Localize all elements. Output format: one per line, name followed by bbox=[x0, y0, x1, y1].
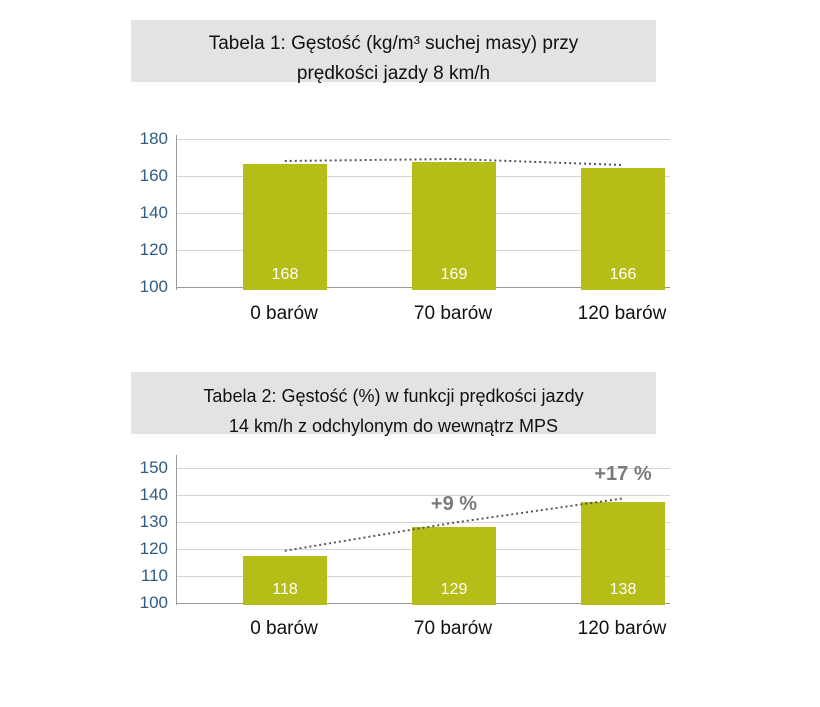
chart-2-bar-0 bbox=[243, 556, 327, 605]
chart-2-xlabel-1: 70 barów bbox=[413, 618, 493, 639]
chart-2-annotation-0: +9 % bbox=[430, 493, 478, 515]
chart-2-bar-2 bbox=[581, 502, 665, 605]
chart-2-ytick-140: 140 bbox=[139, 485, 168, 504]
chart-1-bar-value-1: 169 bbox=[440, 266, 468, 283]
chart-1-xlabel-0: 0 barów bbox=[250, 303, 318, 324]
chart-2-bar-value-1: 129 bbox=[440, 581, 468, 598]
chart-1-ytick-100: 100 bbox=[139, 277, 168, 296]
chart-2-bar-value-0: 118 bbox=[272, 581, 298, 598]
chart-2-gridline-140 bbox=[177, 495, 670, 496]
chart-1-plot-wrap bbox=[130, 129, 670, 296]
chart-1-bar-value-2: 166 bbox=[609, 266, 637, 283]
chart-1-plot-area bbox=[176, 135, 670, 290]
chart-2 bbox=[130, 455, 670, 655]
chart-2-ytick-120: 120 bbox=[139, 539, 168, 558]
chart-1-gridline-180 bbox=[177, 139, 670, 140]
chart-2-ytick-100: 100 bbox=[139, 593, 168, 612]
chart-2-title-line-1: Tabela 2: Gęstość (%) w funkcji prędkości jazdy bbox=[203, 386, 584, 406]
chart-2-annotation-1: +17 % bbox=[594, 463, 652, 485]
chart-1-xlabel-1: 70 barów bbox=[413, 303, 493, 324]
chart-2-bar-1 bbox=[412, 527, 496, 605]
chart-2-plot-wrap bbox=[130, 455, 670, 612]
chart-2-ytick-110: 110 bbox=[140, 566, 168, 585]
chart-1-y-axis bbox=[130, 129, 174, 296]
chart-2-bar-value-2: 138 bbox=[609, 581, 637, 598]
chart-1-title-line-2: prędkości jazdy 8 km/h bbox=[296, 63, 491, 84]
chart-2-title-banner bbox=[131, 372, 656, 434]
chart-1-xlabel-2: 120 barów bbox=[577, 303, 667, 324]
chart-1-title-line-1: Tabela 1: Gęstość (kg/m³ suchej masy) przy bbox=[208, 33, 579, 54]
chart-1-bar-0 bbox=[243, 164, 327, 290]
chart-1-bar-1 bbox=[412, 162, 496, 290]
chart-1-title-banner bbox=[131, 20, 656, 82]
chart-1-ytick-140: 140 bbox=[139, 203, 168, 222]
chart-1-ytick-180: 180 bbox=[139, 129, 168, 148]
chart-2-ytick-150: 150 bbox=[139, 458, 168, 477]
chart-2-xlabel-0: 0 barów bbox=[250, 618, 318, 639]
chart-2-title-line-2: 14 km/h z odchylonym do wewnątrz MPS bbox=[228, 416, 559, 436]
chart-1-bar-2 bbox=[581, 168, 665, 290]
chart-1-ytick-120: 120 bbox=[139, 240, 168, 259]
chart-1-ytick-160: 160 bbox=[139, 166, 168, 185]
chart-1 bbox=[130, 129, 670, 335]
chart-2-xlabel-2: 120 barów bbox=[577, 618, 667, 639]
chart-1-bar-value-0: 168 bbox=[271, 266, 299, 283]
chart-2-plot-area bbox=[176, 455, 670, 605]
chart-2-ytick-130: 130 bbox=[139, 512, 168, 531]
chart-2-y-axis bbox=[130, 455, 174, 612]
